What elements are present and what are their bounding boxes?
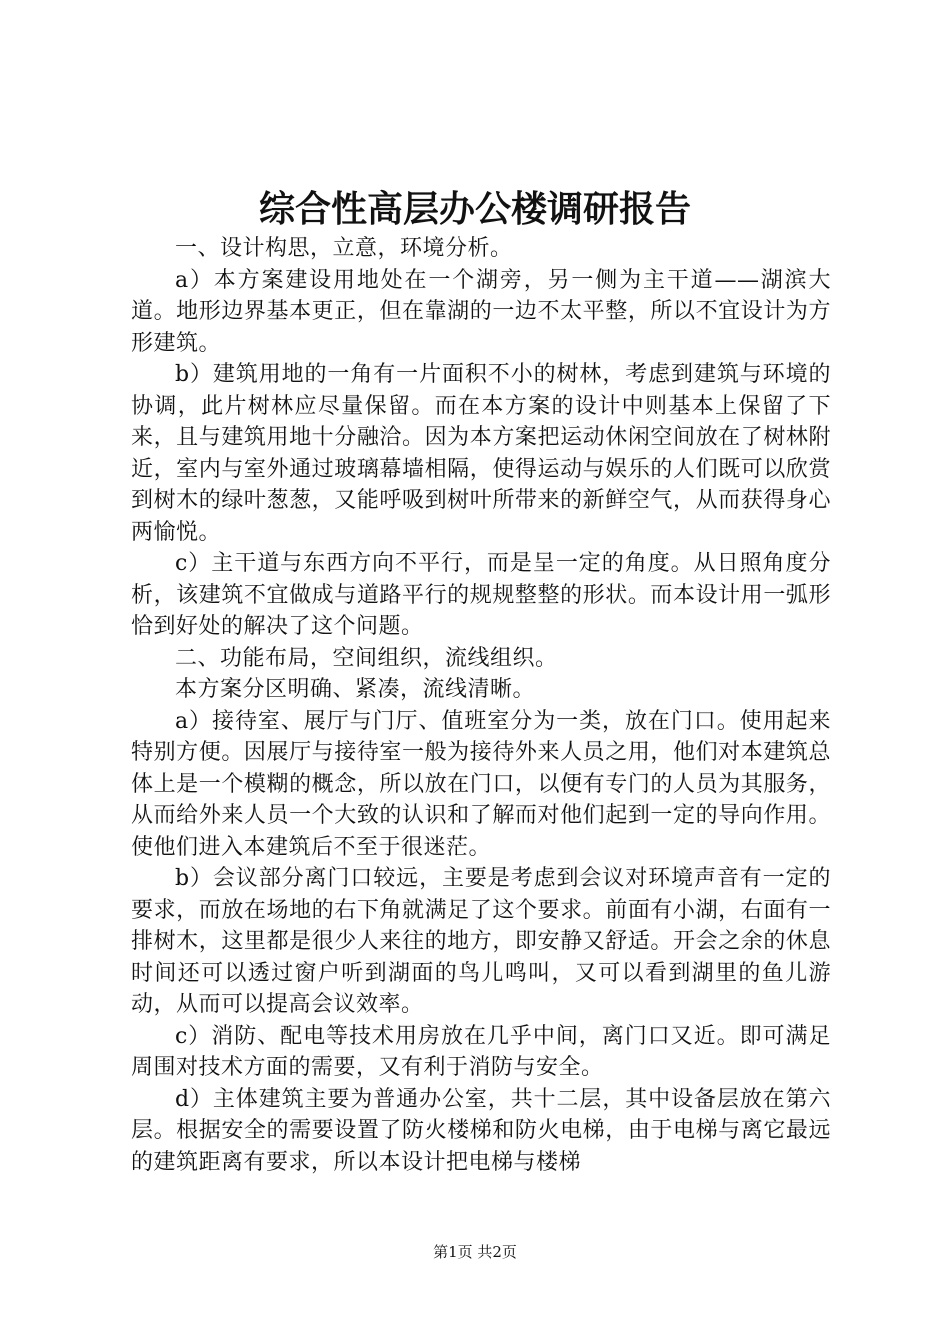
paragraph-section-2-heading: 二、功能布局，空间组织，流线组织。 — [175, 645, 558, 671]
paragraph-1b: b）建筑用地的一角有一片面积不小的树林，考虑到建筑与环境的协调，此片树林应尽量保留。而在本方案的设计中则基本上保留了下来，且与建筑用地十分融洽。因为本方案把运动休闲空间放在了树林附近，室内与室外通过玻璃幕墙相隔，使得运动与娱乐的人们既可以欣赏到树木的绿叶葱葱，又能呼吸到树叶所带来的新鲜空气，从而获得身心两愉悦。 — [131, 362, 831, 545]
paragraph-2a: a）接待室、展厅与门厅、值班室分为一类，放在门口。使用起来特别方便。因展厅与接待室一般为接待外来人员之用，他们对本建筑总体上是一个模糊的概念，所以放在门口，以便有专门的人员为其服务，从而给外来人员一个大致的认识和了解而对他们起到一定的导向作用。使他们进入本建筑后不至于很迷茫。 — [131, 708, 831, 860]
document-body — [131, 233, 831, 1178]
paragraph-section-2-intro: 本方案分区明确、紧凑，流线清晰。 — [175, 677, 536, 702]
document-title: 综合性高层办公楼调研报告 — [258, 188, 691, 230]
paragraph-section-1-heading: 一、设计构思，立意，环境分析。 — [175, 236, 513, 261]
paragraph-1c: c）主干道与东西方向不平行，而是呈一定的角度。从日照角度分析，该建筑不宜做成与道路平行的规规整整的形状。而本设计用一弧形恰到好处的解决了这个问题。 — [131, 551, 831, 639]
paragraph-2b: b）会议部分离门口较远，主要是考虑到会议对环境声音有一定的要求，而放在场地的右下角就满足了这个要求。前面有小湖，右面有一排树木，这里都是很少人来往的地方，即安静又舒适。开会之余的休息时间还可以透过窗户听到湖面的鸟儿鸣叫，又可以看到湖里的鱼儿游动，从而可以提高会议效率。 — [131, 866, 831, 1017]
paragraph-1a: a）本方案建设用地处在一个湖旁，另一侧为主干道——湖滨大道。地形边界基本更正，但在靠湖的一边不太平整，所以不宜设计为方形建筑。 — [131, 267, 831, 356]
paragraph-2d: d）主体建筑主要为普通办公室，共十二层，其中设备层放在第六层。根据安全的需要设置了防火楼梯和防火电梯，由于电梯与离它最远的建筑距离有要求，所以本设计把电梯与楼梯 — [131, 1086, 831, 1175]
page-number-footer: 第1页 共2页 — [433, 1243, 517, 1261]
paragraph-2c: c）消防、配电等技术用房放在几乎中间，离门口又近。即可满足周围对技术方面的需要，又有利于消防与安全。 — [131, 1023, 831, 1080]
